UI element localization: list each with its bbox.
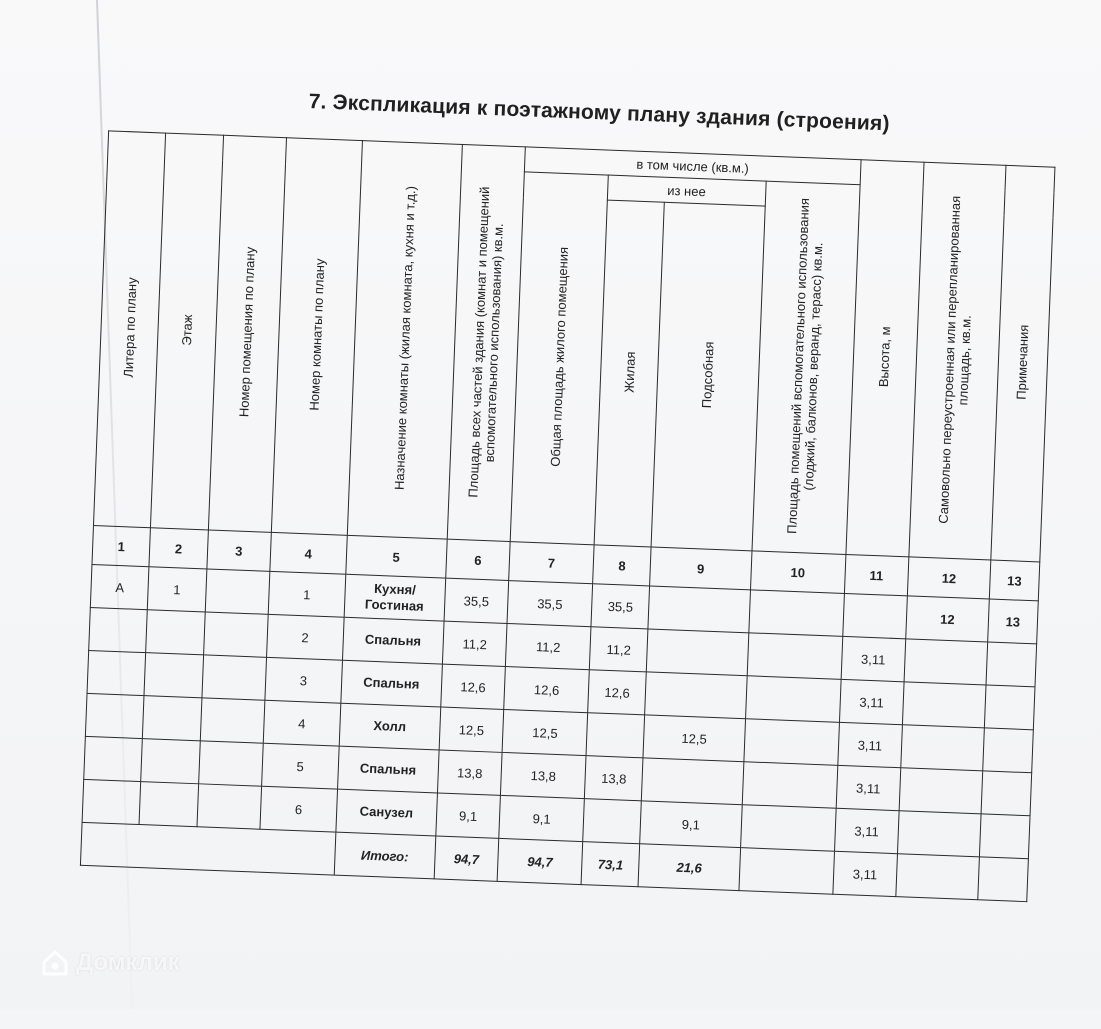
cell-area: 12,6 (441, 664, 506, 709)
header-naznachenie: Назначение комнаты (жилая комната, кухня и т.д.) (347, 141, 462, 540)
cell-name: Спальня (337, 746, 439, 793)
cell-area: 11,2 (442, 621, 507, 666)
header-obshchaya: Общая площадь жилого помещения (510, 172, 608, 545)
cell-area: 35,5 (444, 578, 509, 623)
cell-litera (82, 779, 141, 824)
cell-vsp (743, 719, 839, 766)
cell-pom (197, 784, 262, 829)
cell-etazh (141, 739, 200, 784)
cell-komn: 3 (265, 657, 342, 703)
cell-etazh (143, 696, 202, 741)
cell-etazh (144, 653, 203, 698)
cell-aux (645, 672, 747, 719)
cell-name: Спальня (340, 660, 442, 707)
header-nomer-pomeshcheniya: Номер помещения по плану (208, 135, 287, 532)
cell-height: 3,11 (837, 722, 902, 767)
column-number: 10 (750, 551, 846, 594)
totals-living: 73,1 (581, 842, 640, 887)
cell-etazh: 1 (148, 567, 207, 612)
totals-spacer (80, 822, 335, 875)
cell-vsp (747, 633, 843, 680)
cell-pom (203, 612, 268, 657)
house-icon (40, 948, 70, 978)
cell-aux (642, 758, 744, 805)
cell-litera: А (90, 565, 149, 610)
cell-samov (902, 682, 985, 728)
cell-litera (84, 736, 143, 781)
column-number: 11 (844, 554, 909, 595)
header-iz-nee: из нее (607, 175, 765, 206)
header-ploshchad-vsekh: Площадь всех частей здания (комнат и помещений вспомогательного использования) кв.м. (447, 144, 526, 541)
cell-total: 11,2 (506, 624, 591, 670)
cell-total: 12,6 (504, 666, 589, 712)
column-number: 8 (593, 545, 652, 586)
cell-komn: 2 (266, 614, 343, 660)
cell-aux: 12,5 (643, 715, 745, 762)
cell-prim: 13 (987, 599, 1038, 644)
cell-prim (986, 642, 1037, 687)
cell-litera (87, 650, 146, 695)
cell-height (842, 593, 907, 638)
header-litera: Литера по плану (93, 131, 165, 528)
header-primechaniya: Примечания (991, 165, 1055, 562)
cell-samov (897, 811, 980, 857)
cell-prim (979, 814, 1030, 859)
totals-prim (978, 857, 1029, 902)
cell-komn: 5 (262, 743, 339, 789)
cell-height: 3,11 (836, 765, 901, 810)
cell-area: 12,5 (439, 707, 504, 752)
cell-living: 12,6 (588, 670, 647, 715)
column-number: 7 (509, 542, 594, 584)
cell-samov (901, 725, 984, 771)
column-number: 9 (650, 547, 752, 590)
cell-name: Спальня (342, 617, 444, 664)
cell-aux (647, 629, 749, 676)
cell-name: Холл (339, 703, 441, 750)
header-vysota: Высота, м (846, 160, 925, 557)
cell-height: 3,11 (839, 679, 904, 724)
cell-prim (981, 771, 1032, 816)
watermark-text: Домклик (76, 949, 180, 976)
column-number: 13 (989, 560, 1040, 601)
totals-samov (896, 854, 979, 900)
cell-samov (899, 768, 982, 814)
document-title: 7. Экспликация к поэтажному плану здания (строения) (308, 90, 891, 136)
column-number: 1 (92, 526, 151, 567)
cell-vsp (745, 676, 841, 723)
header-nomer-komnaty: Номер комнаты по плану (271, 138, 362, 536)
cell-pom (198, 741, 263, 786)
cell-pom (205, 569, 270, 614)
cell-name: Кухня/Гостиная (344, 574, 446, 621)
header-podsobnaya: Подсобная (651, 203, 764, 551)
cell-height: 3,11 (841, 636, 906, 681)
cell-etazh (139, 782, 198, 827)
cell-living: 13,8 (584, 756, 643, 801)
cell-litera (89, 608, 148, 653)
cell-living: 35,5 (591, 584, 650, 629)
header-samovolno: Самовольно переустроенная или перепланированная площадь, кв.м. (909, 162, 1006, 560)
cell-total: 13,8 (501, 752, 586, 798)
cell-vsp (740, 805, 836, 852)
column-number: 5 (345, 535, 447, 578)
cell-area: 13,8 (437, 750, 502, 795)
totals-height: 3,11 (832, 851, 897, 896)
cell-pom (200, 698, 265, 743)
cell-height: 3,11 (834, 808, 899, 853)
cell-aux: 9,1 (640, 801, 742, 848)
cell-samov: 12 (906, 596, 989, 642)
cell-pom (201, 655, 266, 700)
cell-komn: 1 (268, 571, 345, 617)
totals-label: Итого: (334, 832, 436, 879)
cell-area: 9,1 (436, 793, 501, 838)
cell-vsp (742, 762, 838, 809)
header-vspomogatelnaya: Площадь помещений вспомогательного использования (лоджий, балконов, веранд, терасс) кв.м. (751, 181, 859, 554)
cell-aux (648, 586, 750, 633)
cell-total: 12,5 (502, 709, 587, 755)
cell-prim (984, 685, 1035, 730)
cell-name: Санузел (335, 789, 437, 836)
cell-komn: 6 (260, 786, 337, 832)
column-number: 6 (446, 539, 511, 580)
header-zhilaya: Жилая (594, 200, 664, 547)
domclick-watermark (40, 948, 180, 978)
column-number: 3 (206, 530, 271, 571)
cell-litera (85, 693, 144, 738)
totals-vsp (738, 848, 834, 895)
header-etazh: Этаж (151, 133, 223, 530)
cell-living: 11,2 (589, 627, 648, 672)
cell-total: 35,5 (507, 581, 592, 627)
cell-vsp (748, 590, 844, 637)
explication-table (80, 130, 1056, 902)
header-v-tom-chisle: в том числе (кв.м.) (525, 147, 861, 185)
cell-prim (983, 728, 1034, 773)
cell-samov (904, 639, 987, 685)
column-number: 12 (907, 557, 990, 599)
cell-total: 9,1 (499, 795, 584, 841)
cell-etazh (146, 610, 205, 655)
totals-aux: 21,6 (638, 844, 740, 891)
cell-living (586, 713, 645, 758)
totals-total: 94,7 (497, 838, 582, 884)
totals-area: 94,7 (434, 836, 499, 881)
column-number: 4 (270, 532, 347, 574)
column-number: 2 (149, 528, 208, 569)
cell-living (583, 799, 642, 844)
cell-komn: 4 (263, 700, 340, 746)
